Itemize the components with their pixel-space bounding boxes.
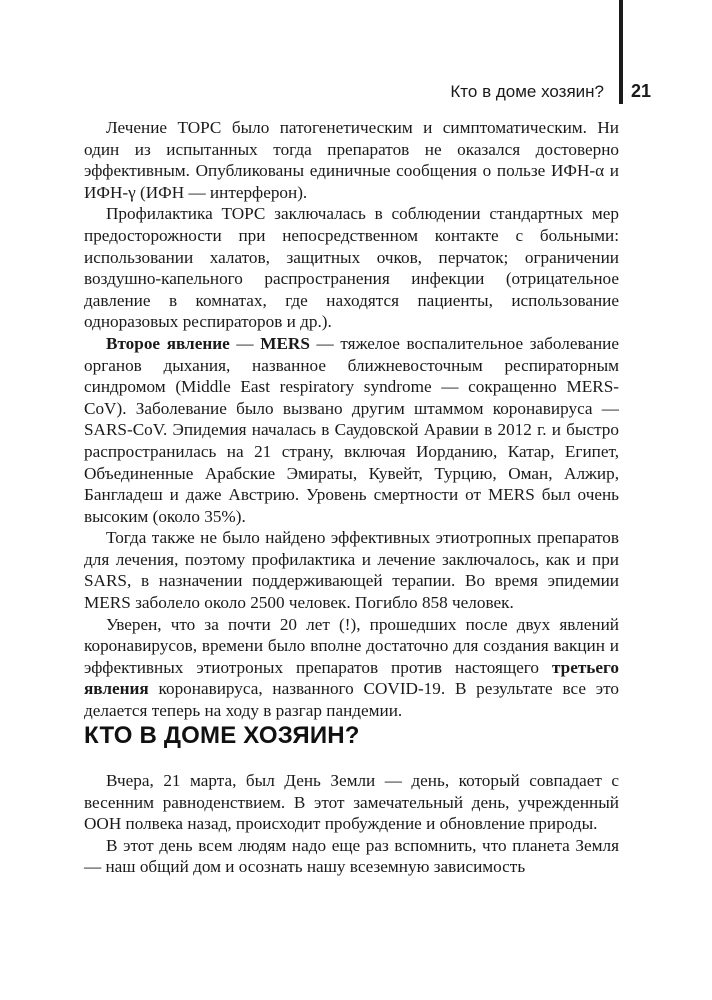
section-heading: КТО В ДОМЕ ХОЗЯИН? [84,722,360,749]
paragraph-third-text-after: коронавируса, названного COVID-19. В результате все это делается теперь на ходу в разгар пандемии. [84,679,619,721]
page-number: 21 [631,81,652,101]
running-header-title: Кто в доме хозяин? [450,82,604,101]
section-body-text [84,770,619,878]
paragraph-mers-treatment: Тогда также не было найдено эффективных этиотропных препаратов для лечения, поэтому профилактика и лечение заключалось, как и при SARS, в назначении поддерживающей терапии. Во время эпидемии MERS заболело около 2500 человек. Погибло 858 человек. [84,528,619,613]
bold-lead-second-phenomenon: Второе явление [106,333,230,353]
paragraph-mers-text: — тяжелое воспалительное заболевание органов дыхания, названное ближневосточным респираторным синдромом (Middle East respiratory syndrome — сокращенно MERS-CoV). Заболевание было вызвано другим штаммом коронавируса — SARS-CoV. Эпидемия началась в Саудовской Аравии в 2012 г. и быстро распространилась на 21 страну, включая Иорданию, Катар, Египет, Объединенные Арабские Эмираты, Кувейт, Турцию, Оман, Алжир, Бангладеш и даже Австрию. Уровень смертности от MERS был очень высоким (около 35%). [84,333,619,526]
paragraph-third-text-before: Уверен, что за почти 20 лет (!), прошедших после двух явлений коронавирусов, времени было вполне достаточно для создания вакцин и эффективных этиотроных препаратов против настоящего [84,614,619,677]
header-vertical-rule [619,0,623,104]
paragraph-sars-treatment: Лечение ТОРС было патогенетическим и симптоматическим. Ни один из испытанных тогда препаратов не оказался достоверно эффективным. Опубликованы единичные сообщения о пользе ИФН-α и ИФН-γ (ИФН — интерферон). [84,118,619,202]
bold-third-phenomenon: третьего явления [84,657,619,699]
paragraph-third-phenomenon [84,614,619,722]
paragraph-sars-prevention: Профилактика ТОРС заключалась в соблюдении стандартных мер предосторожности при непосредственном контакте с больными: использовании халатов, защитных очков, перчаток; ограничении воздушно-капельного распространения инфекции (отрицательное давление в комнатах, где находятся пациенты, использование одноразовых респираторов и др.). [84,204,619,332]
paragraph-earth-day: Вчера, 21 марта, был День Земли — день, который совпадает с весенним равноденствием. В этот замечательный день, учрежденный ООН полвека назад, происходит пробуждение и обновление природы. [84,771,619,834]
bold-lead-mers: MERS [260,333,310,353]
paragraph-common-home: В этот день всем людям надо еще раз вспомнить, что планета Земля — наш общий дом и осознать нашу всеземную зависимость [84,835,619,877]
dash-separator: — [229,333,261,353]
body-text-block [84,117,619,722]
paragraph-mers [84,333,619,527]
